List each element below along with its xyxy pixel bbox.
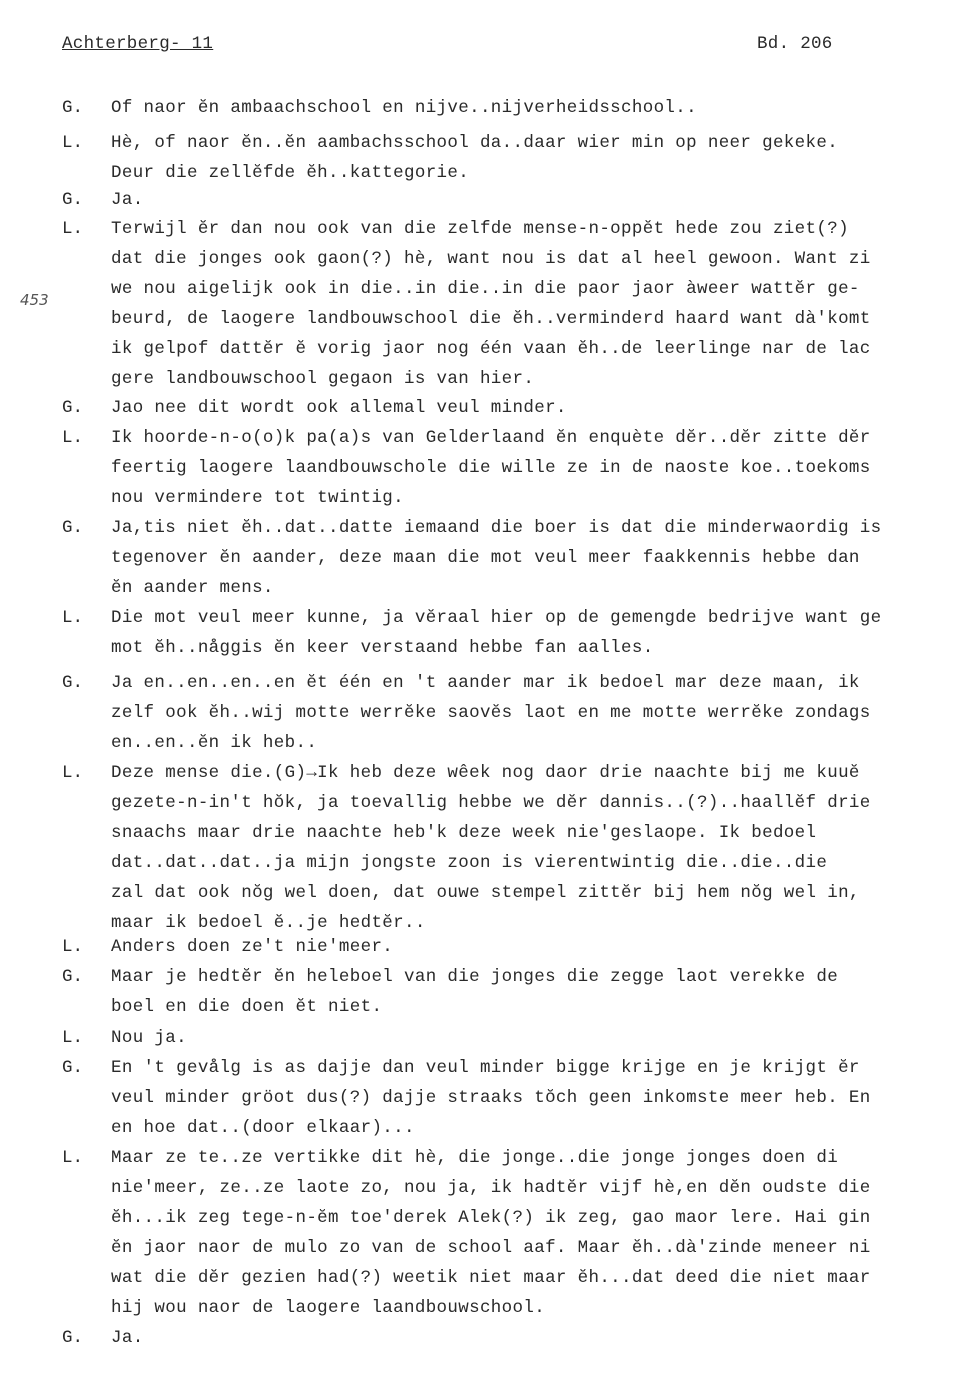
text-line: we nou aigelijk ook in die..in die..in die paor jaor àweer wattĕr ge- bbox=[111, 279, 860, 299]
text-line: nie'meer, ze..ze laote zo, nou ja, ik hadtĕr vijf hè,en dĕn oudste die bbox=[111, 1178, 871, 1198]
text-line: tegenover ĕn aander, deze maan die mot veul meer faakkennis hebbe dan bbox=[111, 548, 860, 568]
header-title: Achterberg- 11 bbox=[62, 34, 214, 54]
text-line: ĕn jaor naor de mulo zo van de school aaf. Maar ĕh..dà'zinde meneer ni bbox=[111, 1238, 871, 1258]
text-line: Deur die zellĕfde ĕh..kattegorie. bbox=[111, 163, 470, 183]
margin-note: 453 bbox=[20, 291, 49, 309]
text-line: en hoe dat..(door elkaar)... bbox=[111, 1118, 415, 1138]
utterance-text bbox=[111, 513, 971, 603]
utterance-text bbox=[111, 758, 971, 938]
text-line: maar ik bedoel ĕ..je hedtĕr.. bbox=[111, 913, 426, 933]
text-line: dat die jonges ook gaon(?) hè, want nou is dat al heel gewoon. Want zi bbox=[111, 249, 871, 269]
speaker-label: G. bbox=[62, 1058, 84, 1078]
text-line: Ja. bbox=[111, 1328, 144, 1348]
text-line: Ja. bbox=[111, 190, 144, 210]
text-line: boel en die doen ĕt niet. bbox=[111, 997, 383, 1017]
utterance-text bbox=[111, 932, 971, 962]
utterance-text bbox=[111, 1143, 971, 1323]
text-line: hij wou naor de laogere laandbouwschool. bbox=[111, 1298, 546, 1318]
text-line: Ja en..en..en..en ĕt één en 't aander mar ik bedoel mar deze maan, ik bbox=[111, 673, 860, 693]
text-line: nou vermindere tot twintig. bbox=[111, 488, 404, 508]
text-line: feertig laogere laandbouwschole die wille ze in de naoste koe..toekoms bbox=[111, 458, 871, 478]
utterance-text bbox=[111, 1053, 971, 1143]
utterance-text bbox=[111, 423, 971, 513]
text-line: Anders doen ze't nie'meer. bbox=[111, 937, 394, 957]
text-line: gezete-n-in't hŏk, ja toevallig hebbe we dĕr dannis..(?)..haallĕf drie bbox=[111, 793, 871, 813]
text-line: Deze mense die.(G)→Ik heb deze wêek nog daor drie naachte bij me kuuĕ bbox=[111, 763, 860, 783]
text-line: Terwijl ĕr dan nou ook van die zelfde mense-n-oppĕt hede zou ziet(?) bbox=[111, 219, 849, 239]
utterance-text bbox=[111, 393, 971, 423]
text-line: ik gelpof dattĕr ĕ vorig jaor nog één vaan ĕh..de leerlinge nar de lac bbox=[111, 339, 871, 359]
utterance-text bbox=[111, 1323, 971, 1353]
speaker-label: G. bbox=[62, 673, 84, 693]
speaker-label: G. bbox=[62, 967, 84, 987]
text-line: En 't gevålg is as dajje dan veul minder bigge krijge en je krijgt ĕr bbox=[111, 1058, 860, 1078]
speaker-label: G. bbox=[62, 1328, 84, 1348]
text-line: Maar ze te..ze vertikke dit hè, die jonge..die jonge jonges doen di bbox=[111, 1148, 839, 1168]
speaker-label: L. bbox=[62, 608, 84, 628]
text-line: veul minder gröot dus(?) dajje straaks tŏch geen inkomste meer heb. En bbox=[111, 1088, 871, 1108]
utterance-text bbox=[111, 1023, 971, 1053]
speaker-label: L. bbox=[62, 1028, 84, 1048]
speaker-label: L. bbox=[62, 428, 84, 448]
text-line: wat die dĕr gezien had(?) weetik niet maar ĕh...dat deed die niet maar bbox=[111, 1268, 871, 1288]
text-line: en..en..ĕn ik heb.. bbox=[111, 733, 318, 753]
speaker-label: L. bbox=[62, 937, 84, 957]
text-line: ĕh...ik zeg tege-n-ĕm toe'derek Alek(?) ik zeg, gao maor lere. Hai gin bbox=[111, 1208, 871, 1228]
text-line: gere landbouwschool gegaon is van hier. bbox=[111, 369, 535, 389]
text-line: Of naor ĕn ambaachschool en nijve..nijverheidsschool.. bbox=[111, 98, 697, 118]
utterance-text bbox=[111, 603, 971, 663]
text-line: snaachs maar drie naachte heb'k deze week nie'geslaope. Ik bedoel bbox=[111, 823, 817, 843]
text-line: Nou ja. bbox=[111, 1028, 187, 1048]
text-line: Hè, of naor ĕn..ĕn aambachsschool da..daar wier min op neer gekeke. bbox=[111, 133, 839, 153]
utterance-text bbox=[111, 214, 971, 394]
speaker-label: L. bbox=[62, 133, 84, 153]
speaker-label: G. bbox=[62, 190, 84, 210]
speaker-label: L. bbox=[62, 763, 84, 783]
speaker-label: L. bbox=[62, 1148, 84, 1168]
text-line: Jao nee dit wordt ook allemal veul minder. bbox=[111, 398, 567, 418]
text-line: Maar je hedtĕr ĕn heleboel van die jonges die zegge laot verekke de bbox=[111, 967, 839, 987]
text-line: beurd, de laogere landbouwschool die ĕh..verminderd haard want dà'komt bbox=[111, 309, 871, 329]
speaker-label: G. bbox=[62, 518, 84, 538]
utterance-text bbox=[111, 128, 971, 188]
speaker-label: G. bbox=[62, 98, 84, 118]
text-line: Ja,tis niet ĕh..dat..datte iemaand die boer is dat die minderwaordig is bbox=[111, 518, 882, 538]
header-volume-number: Bd. 206 bbox=[757, 34, 833, 54]
utterance-text bbox=[111, 185, 971, 215]
utterance-text bbox=[111, 93, 971, 123]
text-line: zal dat ook nŏg wel doen, dat ouwe stempel zittĕr bij hem nŏg wel in, bbox=[111, 883, 860, 903]
speaker-label: L. bbox=[62, 219, 84, 239]
speaker-label: G. bbox=[62, 398, 84, 418]
text-line: Die mot veul meer kunne, ja vĕraal hier op de gemengde bedrijve want ge bbox=[111, 608, 882, 628]
utterance-text bbox=[111, 962, 971, 1022]
text-line: zelf ook ĕh..wij motte werrĕke saovĕs laot en me motte werrĕke zondags bbox=[111, 703, 871, 723]
text-line: mot ĕh..någgis ĕn keer verstaand hebbe fan aalles. bbox=[111, 638, 654, 658]
text-line: ĕn aander mens. bbox=[111, 578, 274, 598]
utterance-text bbox=[111, 668, 971, 758]
text-line: dat..dat..dat..ja mijn jongste zoon is vierentwintig die..die..die bbox=[111, 853, 828, 873]
text-line: Ik hoorde-n-o(o)k pa(a)s van Gelderlaand ĕn enquète dĕr..dĕr zitte dĕr bbox=[111, 428, 871, 448]
